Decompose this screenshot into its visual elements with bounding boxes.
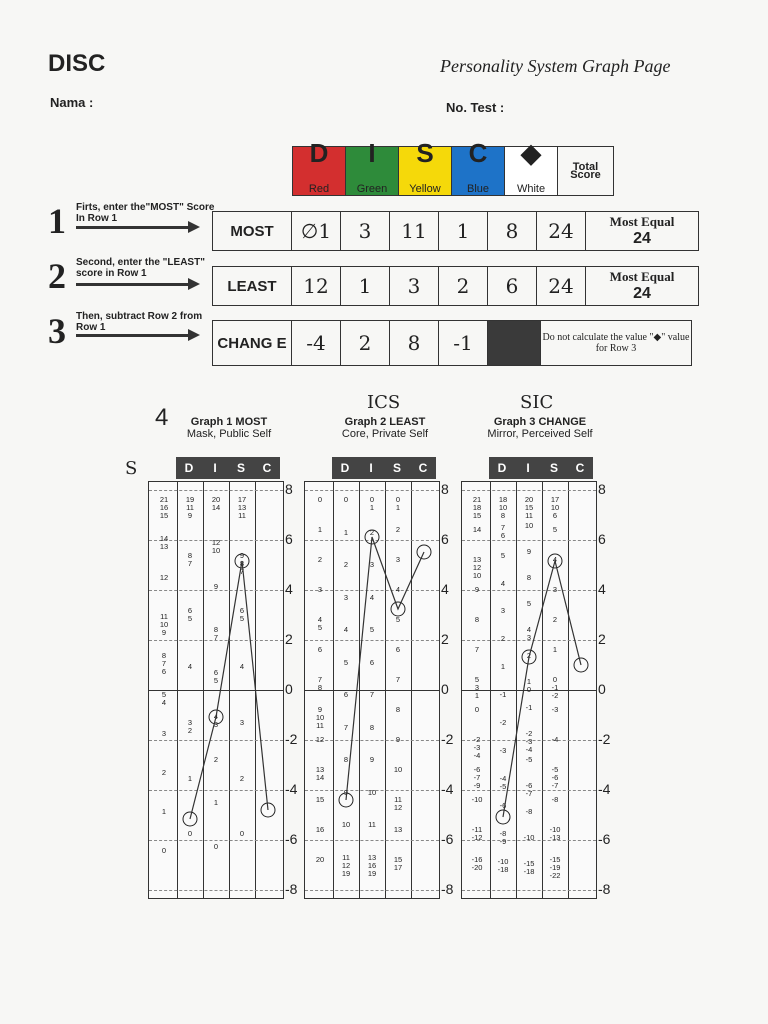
graph-cell: 13 16 19	[367, 852, 377, 878]
graph-cell: 9	[343, 787, 349, 797]
scale-label: 4	[598, 581, 606, 597]
graph-cell: 7 6	[500, 522, 506, 540]
graph-cell: 0	[161, 846, 167, 855]
graph-cell: 8	[474, 615, 480, 624]
graph-cell: 4	[500, 578, 506, 588]
graph-cell: 5	[500, 550, 506, 560]
graph-cell: 3	[369, 560, 375, 569]
legend-s: S Yellow	[399, 147, 452, 195]
graph-cell: -2 -3 -4	[473, 735, 481, 760]
graph-cell: 0	[343, 495, 349, 504]
legend-d: D Red	[293, 147, 346, 195]
legend-total: Total Score	[570, 161, 601, 181]
graph-cell: -3	[499, 745, 507, 755]
graph-cell: -10	[471, 795, 483, 804]
graph-cell: 2	[395, 525, 401, 534]
graph-cell: 9	[526, 547, 532, 556]
step-1-arrow	[76, 226, 188, 229]
graph-cell: 0 1	[369, 495, 375, 512]
scale-label: 2	[598, 631, 606, 647]
graph1-most	[148, 457, 308, 907]
scale-label: -2	[285, 731, 298, 747]
scale-label: -2	[441, 731, 454, 747]
graph-cell: 4	[239, 662, 245, 672]
graph-cell: 8	[395, 705, 401, 714]
graph-cell: 7	[343, 722, 349, 732]
graph-cell: 2	[343, 560, 349, 569]
graph-cell: -5 -6 -7	[551, 765, 559, 790]
graph-cell: 0	[474, 705, 480, 714]
graph-cell: 4	[343, 625, 349, 634]
graph-cell: 9	[213, 581, 219, 591]
graph-cell: 0 -1 -2	[551, 675, 559, 700]
graph-cell: 20 15 11	[524, 495, 534, 520]
graph-cell: 2	[239, 773, 245, 783]
graph-section-number: 4	[155, 404, 169, 431]
graph2-title: Graph 2 LEAST Core, Private Self	[341, 416, 429, 440]
graph-cell: 17 10 6	[550, 495, 560, 520]
scale-label: -8	[441, 881, 454, 897]
graph-cell: -4	[551, 735, 559, 744]
graph-cell: 3	[343, 592, 349, 602]
scale-label: -4	[285, 781, 298, 797]
scale-label: 6	[598, 531, 606, 547]
scale-label: 2	[285, 631, 293, 647]
graph-cell: -4 -5	[499, 773, 507, 791]
graph-cell: 11	[368, 820, 376, 829]
scale-label: 8	[285, 481, 293, 497]
graph-cell: 13 12 10	[472, 555, 482, 580]
step-2-text: Second, enter the "LEAST" score in Row 1	[76, 257, 205, 279]
step-3-number: 3	[48, 311, 66, 351]
graph-cell: 1	[317, 525, 323, 534]
graph-cell: 1	[187, 773, 193, 783]
graph-cell: 21 18 15	[472, 495, 482, 520]
graph-cell: 6	[369, 657, 375, 667]
graph-cell: -15 -19 -22	[549, 855, 561, 880]
graph-cell: 17 13 11	[237, 495, 247, 520]
graph-header-c: C	[262, 461, 272, 475]
graph-cell: 5 3 1	[474, 675, 480, 700]
no-test-label: No. Test :	[446, 100, 505, 115]
legend-i: I Green	[346, 147, 399, 195]
graph-cell: 11 10 9	[159, 612, 169, 637]
graph-cell: 3 2	[187, 717, 193, 735]
graph-cell: 7	[474, 645, 480, 654]
graph-cell: -2	[499, 717, 507, 727]
graph-cell: 16	[315, 825, 325, 834]
graph-cell: 9	[395, 735, 401, 744]
graph-cell: -1	[499, 690, 507, 699]
graph-cell: 1	[343, 527, 349, 537]
graph-cell: -3	[551, 705, 559, 714]
graph3-annotation: SIC	[520, 392, 554, 413]
legend-c: C Blue	[452, 147, 505, 195]
graph-cell: 9	[474, 585, 480, 594]
graph-header-s: S	[236, 461, 245, 475]
graph-cell: 4	[395, 585, 401, 594]
graph-cell: 1	[552, 645, 558, 654]
graph-cell: 10	[393, 765, 403, 774]
graph-cell: 21 16 15	[159, 495, 169, 520]
graph-cell: -11 -12	[471, 825, 483, 842]
profile-line	[304, 457, 464, 907]
graph-cell: 6 5	[213, 668, 219, 686]
graph-cell: 3	[395, 555, 401, 564]
graph-header-i: I	[213, 461, 217, 475]
graph-cell: 11 12	[393, 795, 403, 812]
graph-cell: 10	[367, 787, 377, 797]
graph-header-d: D	[184, 461, 194, 475]
graph-cell: 3	[552, 585, 558, 594]
graph-cell: 6	[395, 645, 401, 654]
graph-cell: 15	[315, 795, 325, 804]
most-row: MOST ∅1 3 11 1 8 24 Most Equal 24	[212, 211, 699, 251]
scale-label: 2	[441, 631, 449, 647]
graph-cell: 19 11 9	[185, 495, 195, 520]
diamond-blank	[488, 321, 541, 365]
graph3-change	[461, 457, 621, 907]
disc-legend	[292, 138, 614, 196]
scale-label: -6	[598, 831, 611, 847]
graph-cell: 15 17	[393, 855, 403, 872]
graph-cell: 8	[369, 722, 375, 732]
page-subtitle: Personality System Graph Page	[440, 56, 671, 76]
graph-cell: 10	[341, 820, 351, 829]
graph-cell: 0	[239, 829, 245, 839]
graph-cell: 12 10	[211, 538, 221, 556]
profile-line	[148, 457, 308, 907]
scale-label: -8	[598, 881, 611, 897]
profile-line	[461, 457, 621, 907]
graph-cell: 3	[239, 717, 245, 727]
graph-cell: 6	[317, 645, 323, 654]
graph-cell: 13 14	[315, 765, 325, 782]
graph-cell: 0	[213, 841, 219, 851]
graph1-annotation: S	[125, 458, 138, 479]
graph-cell: 5 4	[161, 690, 167, 707]
graph-cell: -10 -13	[549, 825, 561, 842]
graph-header-d: D	[340, 461, 350, 475]
graph-cell: 1 0	[526, 677, 532, 694]
graph-cell: 2	[500, 634, 506, 644]
graph-cell: 3	[161, 729, 167, 738]
graph-cell: 4	[187, 662, 193, 672]
graph-cell: -10	[523, 833, 535, 842]
graph-cell: 14	[472, 525, 482, 534]
graph-cell: -8	[525, 807, 533, 816]
graph-cell: 0	[187, 829, 193, 839]
graph-cell: 1	[213, 798, 219, 808]
graph-cell: 9	[369, 755, 375, 764]
graph-cell: -8 -9	[499, 829, 507, 847]
graph-header-c: C	[418, 461, 428, 475]
graph-cell: -1	[525, 703, 533, 712]
nama-label: Nama :	[50, 95, 94, 110]
scale-label: 8	[441, 481, 449, 497]
graph-cell: -6 -7 -9	[473, 765, 481, 790]
scale-label: -6	[441, 831, 454, 847]
graph-cell: 5	[526, 599, 532, 608]
scale-label: -4	[441, 781, 454, 797]
graph-cell: 9 10 11	[315, 705, 325, 730]
graph-header-s: S	[392, 461, 401, 475]
step-2-arrow	[76, 283, 188, 286]
graph-cell: -8	[551, 795, 559, 804]
graph-header-i: I	[526, 461, 530, 475]
graph-cell: 7 8	[317, 675, 323, 692]
graph-cell: 1	[500, 662, 506, 672]
graph-cell: 2	[552, 615, 558, 624]
graph-cell: 0	[317, 495, 323, 504]
graph-cell: -15 -18	[523, 859, 535, 876]
change-row: CHANG E -4 2 8 -1 Do not calculate the value "◆" value for Row 3	[212, 320, 692, 366]
graph-cell: 4 3	[213, 711, 219, 729]
graph-cell: -10 -18	[497, 857, 509, 875]
graph-cell: -6 -7	[525, 781, 533, 798]
graph-header-c: C	[575, 461, 585, 475]
graph-cell: 4 3	[526, 625, 532, 642]
graph-cell: 6 5	[239, 606, 245, 624]
graph-cell: 2	[369, 527, 375, 537]
graph-cell: 8 7	[187, 550, 193, 568]
graph-cell: 10	[524, 521, 534, 530]
graph2-least	[304, 457, 464, 907]
scale-label: 6	[285, 531, 293, 547]
graph3-title: Graph 3 CHANGE Mirror, Perceived Self	[487, 416, 593, 440]
scale-label: 4	[285, 581, 293, 597]
graph-cell: 18 10 8	[498, 495, 508, 520]
graph-cell: -5	[525, 755, 533, 764]
graph-header-i: I	[369, 461, 373, 475]
graph-header-d: D	[497, 461, 507, 475]
graph-cell: 9 8 7	[239, 550, 245, 576]
step-3-text: Then, subtract Row 2 from Row 1	[76, 311, 203, 333]
scale-label: -8	[285, 881, 298, 897]
graph-cell: 14 13	[159, 534, 169, 551]
graph-cell: -6	[499, 801, 507, 811]
graph-cell: 4	[369, 592, 375, 602]
graph-cell: 0 1	[395, 495, 401, 512]
scale-label: -2	[598, 731, 611, 747]
graph-cell: 5	[343, 657, 349, 667]
graph-cell: 7	[395, 675, 401, 684]
least-row: LEAST 12 1 3 2 6 24 Most Equal 24	[212, 266, 699, 306]
graph-cell: -16 -20	[471, 855, 483, 872]
graph-cell: 3	[500, 606, 506, 616]
graph-cell: 12	[159, 573, 169, 582]
graph-cell: 5	[369, 625, 375, 634]
graph2-annotation: ICS	[367, 392, 401, 413]
scale-label: 0	[441, 681, 449, 697]
graph-cell: 2	[526, 651, 532, 660]
graph-cell: 2	[161, 768, 167, 777]
scale-label: 8	[598, 481, 606, 497]
graph-cell: 11 12 19	[341, 852, 351, 878]
graph-header-s: S	[549, 461, 558, 475]
graph-cell: 6 5	[187, 606, 193, 624]
graph-cell: 12	[315, 735, 325, 744]
step-1-number: 1	[48, 201, 66, 241]
graph-cell: 4	[552, 555, 558, 564]
graph1-title: Graph 1 MOST Mask, Public Self	[186, 416, 272, 440]
scale-label: 4	[441, 581, 449, 597]
graph-cell: 13	[393, 825, 403, 834]
graph-cell: 5	[552, 525, 558, 534]
graph-cell: -2 -3 -4	[525, 729, 533, 754]
scale-label: -6	[285, 831, 298, 847]
step-2-number: 2	[48, 256, 66, 296]
scale-label: 6	[441, 531, 449, 547]
graph-cell: 1	[161, 807, 167, 816]
graph-cell: 5	[395, 615, 401, 624]
legend-diamond: ◆ White	[505, 147, 558, 195]
page-title: DISC	[48, 50, 106, 77]
graph-cell: 20 14	[211, 495, 221, 512]
graph-cell: 20	[315, 855, 325, 864]
graph-cell: 2	[317, 555, 323, 564]
graph-cell: 6	[343, 690, 349, 699]
graph-cell: 7	[369, 690, 375, 699]
graph-cell: 3	[317, 585, 323, 594]
scale-label: 0	[598, 681, 606, 697]
scale-label: -4	[598, 781, 611, 797]
scale-label: 0	[285, 681, 293, 697]
graph-cell: 4 5	[317, 615, 323, 632]
graph-cell: 8 7 6	[161, 651, 167, 676]
graph-cell: 8 7	[213, 625, 219, 642]
step-1-text: Firts, enter the"MOST" Score In Row 1	[76, 202, 215, 224]
graph-cell: 2	[213, 755, 219, 764]
graph-cell: 8	[526, 573, 532, 582]
step-3-arrow	[76, 334, 188, 337]
graph-cell: 8	[343, 755, 349, 764]
